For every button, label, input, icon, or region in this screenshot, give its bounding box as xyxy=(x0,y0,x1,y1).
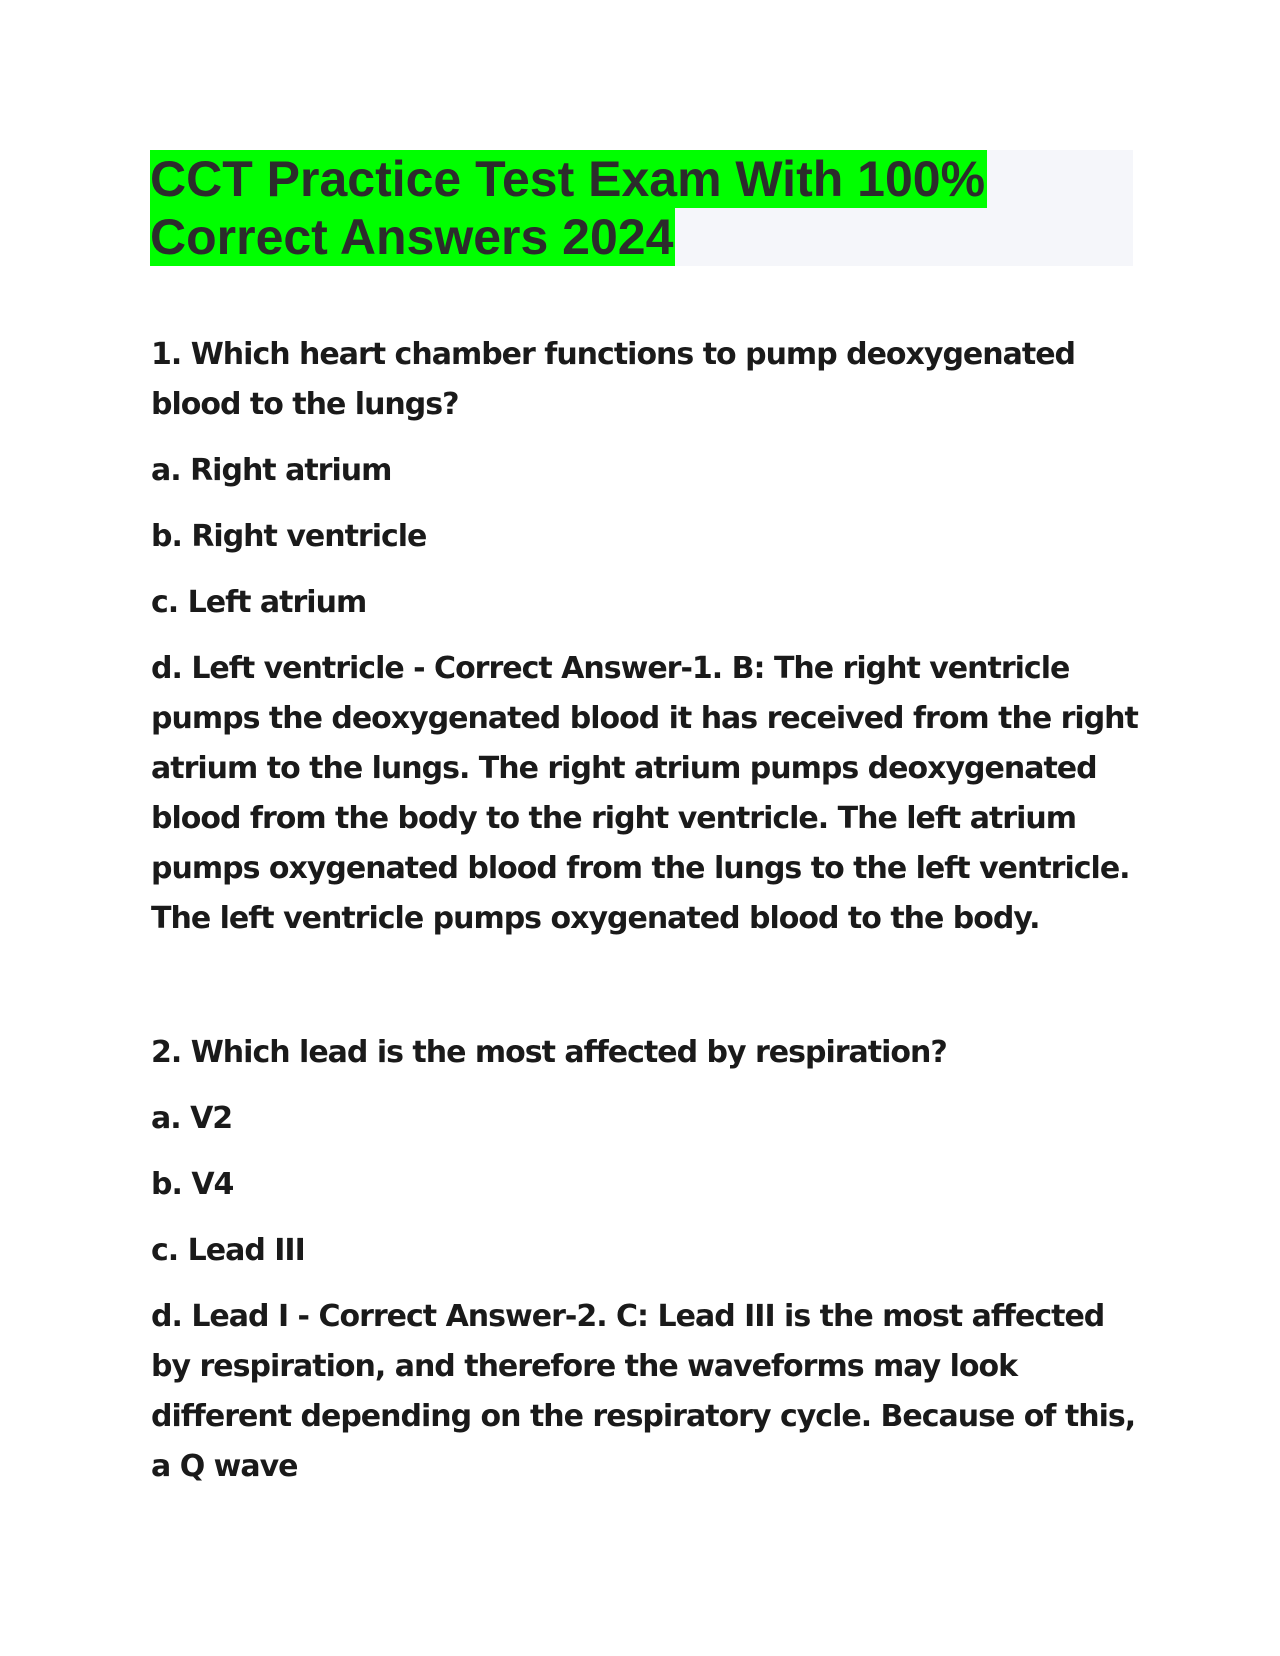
option-d-with-answer: d. Lead I - Correct Answer-2. C: Lead III is the most affected by respiration, and therefore the waveforms may look different depending on the respiratory cycle. Because of this, a Q wave xyxy=(151,1299,1136,1484)
option-c: c. Lead III xyxy=(151,1233,305,1268)
option-a: a. Right atrium xyxy=(151,453,392,488)
title-block xyxy=(150,150,1133,266)
option-a: a. V2 xyxy=(151,1101,233,1136)
option-b: b. V4 xyxy=(151,1167,234,1202)
question-2 xyxy=(151,1028,1141,1492)
option-d-with-answer: d. Left ventricle - Correct Answer-1. B: The right ventricle pumps the deoxygenated blood it has received from the right atrium to the lungs. The right atrium pumps deoxygenated blood from the body to the right ventricle. The left atrium pumps oxygenated blood from the lungs to the left ventricle. The left ventricle pumps oxygenated blood to the body. xyxy=(151,651,1138,936)
document-title-line-1: CCT Practice Test Exam With 100% xyxy=(150,151,986,207)
option-c: c. Left atrium xyxy=(151,585,367,620)
question-text: 1. Which heart chamber functions to pump deoxygenated blood to the lungs? xyxy=(151,337,1076,422)
question-text: 2. Which lead is the most affected by respiration? xyxy=(151,1035,947,1070)
question-1 xyxy=(151,330,1141,944)
option-b: b. Right ventricle xyxy=(151,519,427,554)
document-title-line-2: Correct Answers 2024 xyxy=(150,209,674,265)
